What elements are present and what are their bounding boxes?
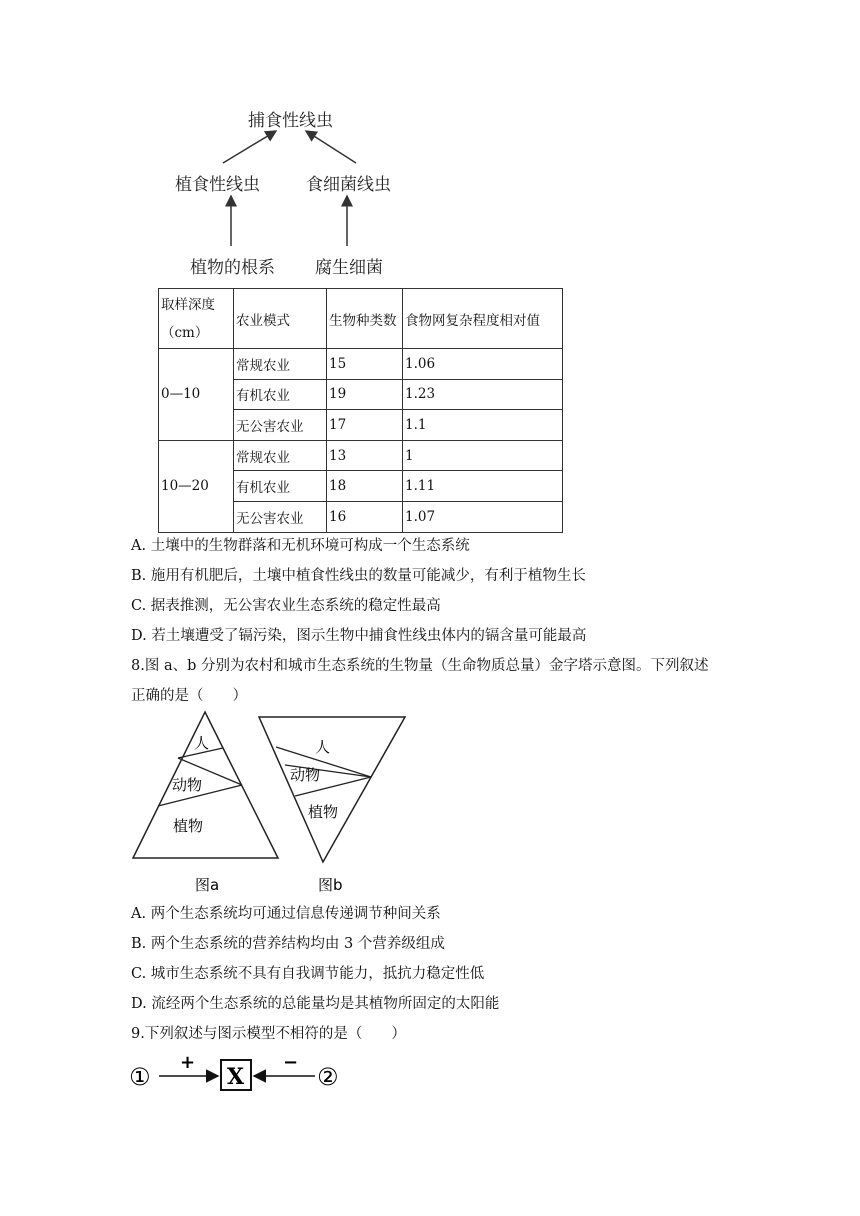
q8-option-c: C. 城市生态系统不具有自我调节能力，抵抗力稳定性低	[131, 966, 485, 982]
header-species: 生物种类数	[327, 289, 403, 349]
q8-option-b: B. 两个生态系统的营养结构均由 3 个营养级组成	[131, 936, 445, 952]
species-cell: 15	[327, 349, 403, 380]
mode-cell: 有机农业	[234, 471, 327, 502]
complexity-cell: 1	[403, 440, 563, 471]
q7-option-d: D. 若土壤遭受了镉污染，图示生物中捕食性线虫体内的镉含量可能最高	[131, 628, 587, 644]
pyramid-a-mid-label: 动物	[172, 776, 203, 794]
q7-option-a: A. 土壤中的生物群落和无机环境可构成一个生态系统	[131, 538, 470, 554]
mode-cell: 有机农业	[234, 379, 327, 410]
species-cell: 19	[327, 379, 403, 410]
pyramid-b	[259, 717, 405, 894]
model-center-label: X	[227, 1064, 245, 1090]
node-saprophytic-bacteria: 腐生细菌	[315, 258, 383, 278]
species-cell: 16	[327, 501, 403, 532]
model-left-node: ①	[129, 1063, 151, 1091]
header-mode: 农业模式	[234, 289, 327, 349]
table-row	[159, 349, 563, 380]
q7-option-b: B. 施用有机肥后，土壤中植食性线虫的数量可能减少，有利于植物生长	[131, 568, 586, 584]
q8-option-a: A. 两个生态系统均可通过信息传递调节种间关系	[131, 906, 441, 922]
q8-stem-line1: 8.图 a、b 分别为农村和城市生态系统的生物量（生命物质总量）金字塔示意图。下列叙述	[131, 658, 709, 674]
species-cell: 17	[327, 410, 403, 441]
arrow-bacterivore-to-predator	[306, 131, 356, 163]
complexity-cell: 1.1	[403, 410, 563, 441]
mode-cell: 无公害农业	[234, 410, 327, 441]
mode-cell: 常规农业	[234, 440, 327, 471]
mode-cell: 无公害农业	[234, 501, 327, 532]
food-web-arrows	[0, 0, 860, 290]
header-complexity: 食物网复杂程度相对值	[403, 289, 563, 349]
pyramid-a-top-label: 人	[194, 734, 210, 752]
arrow-herbivore-to-predator	[223, 131, 276, 163]
q7-option-c: C. 据表推测，无公害农业生态系统的稳定性最高	[131, 598, 441, 614]
complexity-cell: 1.11	[403, 471, 563, 502]
q9-stem: 9.下列叙述与图示模型不相符的是（ ）	[131, 1026, 406, 1042]
data-table	[158, 288, 563, 533]
q8-option-d: D. 流经两个生态系统的总能量均是其植物所固定的太阳能	[131, 996, 500, 1012]
node-plant-roots: 植物的根系	[190, 258, 275, 278]
pyramid-b-mid-label: 动物	[290, 766, 321, 784]
complexity-cell: 1.06	[403, 349, 563, 380]
node-herbivorous-nematode: 植食性线虫	[175, 175, 260, 195]
depth-cell: 10—20	[159, 440, 234, 532]
mode-cell: 常规农业	[234, 349, 327, 380]
pyramid-a	[133, 712, 278, 894]
pyramid-a-caption: 图a	[195, 876, 220, 894]
pyramid-figures	[125, 708, 425, 898]
model-plus-sign: +	[180, 1052, 196, 1073]
pyramid-b-caption: 图b	[318, 876, 343, 894]
complexity-cell: 1.23	[403, 379, 563, 410]
species-cell: 18	[327, 471, 403, 502]
depth-cell: 0—10	[159, 349, 234, 441]
q8-stem-line2: 正确的是（ ）	[131, 688, 247, 704]
pyramid-b-bottom-label: 植物	[308, 803, 339, 821]
model-minus-sign: −	[283, 1052, 299, 1073]
complexity-cell: 1.07	[403, 501, 563, 532]
pyramid-a-bottom-label: 植物	[173, 817, 204, 835]
table-row	[159, 440, 563, 471]
pyramid-b-top-label: 人	[315, 738, 331, 756]
species-cell: 13	[327, 440, 403, 471]
table-header-row	[159, 289, 563, 349]
node-bacterivorous-nematode: 食细菌线虫	[306, 175, 391, 195]
q9-model-diagram	[125, 1052, 365, 1102]
node-predatory-nematode: 捕食性线虫	[248, 111, 333, 131]
model-right-node: ②	[317, 1063, 339, 1091]
header-depth: 取样深度（cm）	[159, 289, 234, 349]
